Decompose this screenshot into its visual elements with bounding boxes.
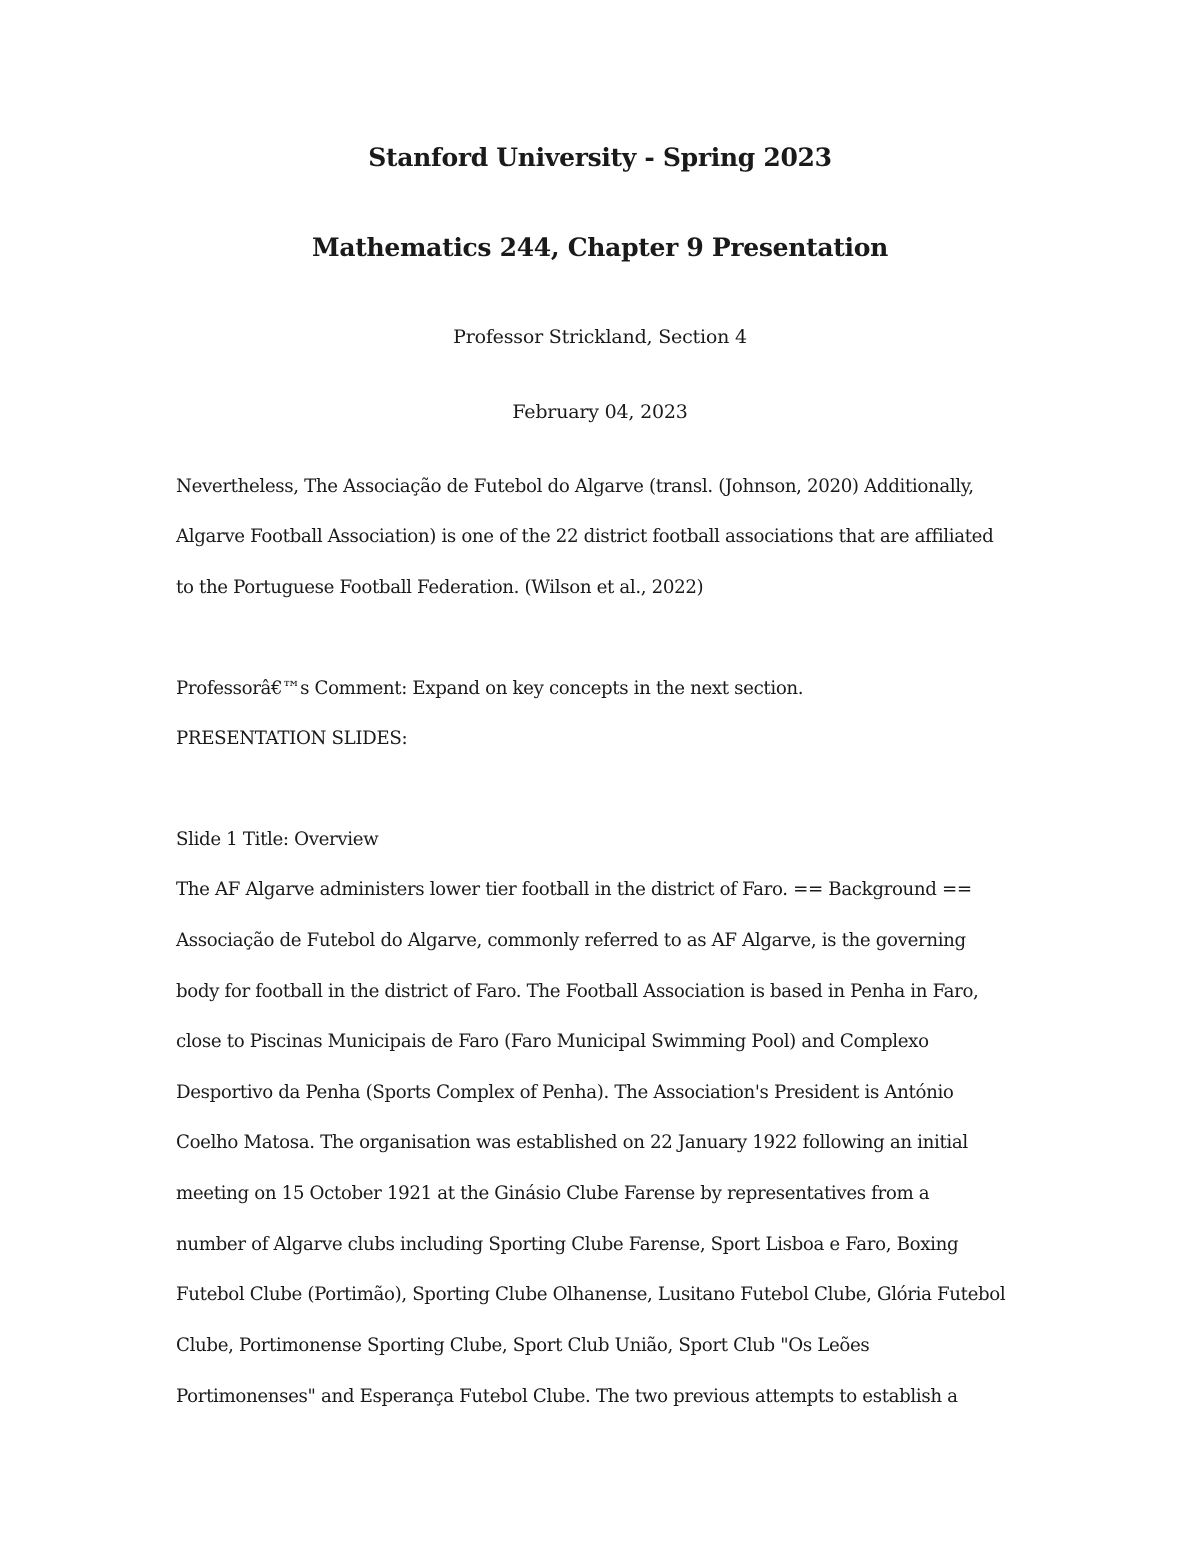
professor-comment: Professorâ€™s Comment: Expand on key concepts in the next section. — [176, 678, 804, 699]
slide-body-line: Futebol Clube (Portimão), Sporting Clube Olhanense, Lusitano Futebol Clube, Glória Futebol — [176, 1284, 1006, 1305]
intro-line: Nevertheless, The Associação de Futebol do Algarve (transl. (Johnson, 2020) Additionally, — [176, 476, 974, 497]
intro-line: Algarve Football Association) is one of the 22 district football associations that are affiliated — [176, 526, 994, 547]
slide-title: Slide 1 Title: Overview — [176, 829, 379, 850]
slide-body-line: Clube, Portimonense Sporting Clube, Sport Club União, Sport Club "Os Leões — [176, 1335, 870, 1356]
intro-line: to the Portuguese Football Federation. (Wilson et al., 2022) — [176, 577, 704, 598]
slides-heading: PRESENTATION SLIDES: — [176, 728, 408, 749]
slide-body-line: body for football in the district of Faro. The Football Association is based in Penha in Faro, — [176, 981, 979, 1002]
slide-body-line: Desportivo da Penha (Sports Complex of Penha). The Association's President is António — [176, 1082, 954, 1103]
slide-body-line: number of Algarve clubs including Sporting Clube Farense, Sport Lisboa e Faro, Boxing — [176, 1234, 959, 1255]
university-heading: Stanford University - Spring 2023 — [368, 143, 832, 172]
course-title: Mathematics 244, Chapter 9 Presentation — [312, 233, 888, 262]
slide-body-line: Coelho Matosa. The organisation was established on 22 January 1922 following an initial — [176, 1132, 968, 1153]
slide-body-line: Associação de Futebol do Algarve, commonly referred to as AF Algarve, is the governing — [176, 930, 966, 951]
slide-body-line: meeting on 15 October 1921 at the Ginásio Clube Farense by representatives from a — [176, 1183, 930, 1204]
slide-body-line: close to Piscinas Municipais de Faro (Faro Municipal Swimming Pool) and Complexo — [176, 1031, 929, 1052]
professor-section: Professor Strickland, Section 4 — [453, 326, 747, 348]
document-date: February 04, 2023 — [512, 401, 688, 423]
slide-body-line: The AF Algarve administers lower tier football in the district of Faro. == Background == — [176, 879, 972, 900]
slide-body-line: Portimonenses" and Esperança Futebol Clube. The two previous attempts to establish a — [176, 1386, 958, 1407]
